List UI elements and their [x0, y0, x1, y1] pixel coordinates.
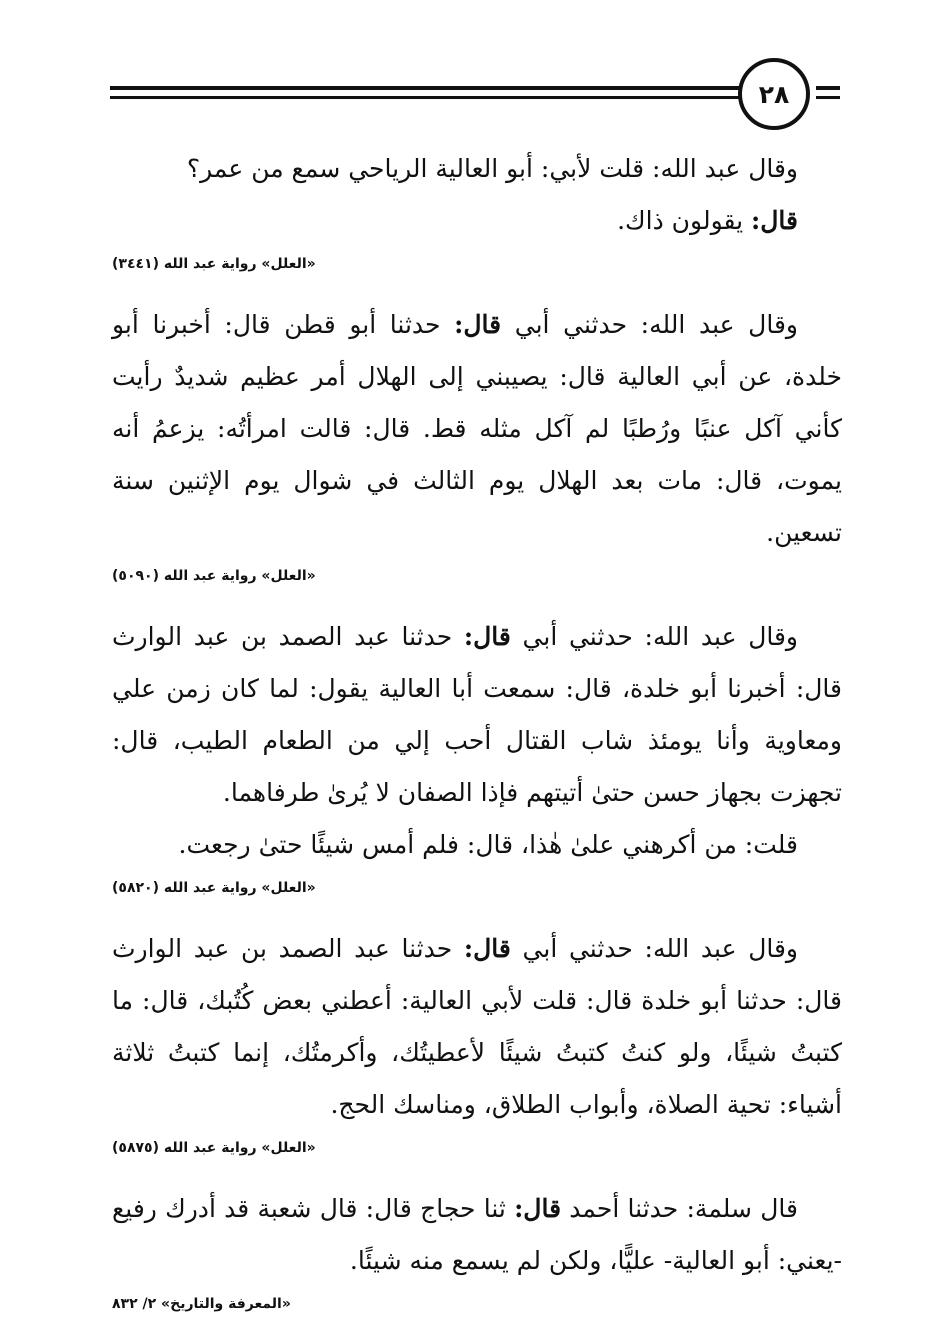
narration-text: حدثنا أبو قطن قال: أخبرنا أبو خلدة، عن أبي العالية قال: يصيبني إلى الهلال أمر عظيم شديدٌ رأيت كأني آكل عنبًا ورُطبًا لم آكل مثله قط. قال: قالت امرأتُه: يزعمُ أنه يموت، قال: مات بعد الهلال يوم الثالث في شوال يوم الإثنين سنة تسعين.: [112, 310, 842, 547]
paragraph-narration-1: [112, 299, 842, 559]
paragraph-answer: [112, 195, 842, 247]
bold-qal: قال:: [463, 622, 511, 651]
page-body: [112, 143, 842, 1339]
narration-text: وقال عبد الله: حدثني أبي: [510, 622, 798, 651]
page-number: ٢٨: [738, 58, 810, 130]
bold-qal: قال:: [454, 310, 502, 339]
reference-text: «العلل» رواية عبد الله (٥٠٩٠): [112, 568, 316, 584]
narration-text: قال سلمة: حدثنا أحمد: [561, 1194, 798, 1223]
source-reference: [112, 877, 842, 899]
source-reference: [112, 1293, 842, 1315]
paragraph-narration-4: [112, 1183, 842, 1287]
bold-qal: قال:: [463, 934, 511, 963]
paragraph-narration-2-cont: قلت: من أكرهني علىٰ هٰذا، قال: فلم أمس شيئًا حتىٰ رجعت.: [178, 830, 798, 859]
header-rule-top: [110, 86, 742, 90]
narration-text: وقال عبد الله: حدثني أبي: [501, 310, 798, 339]
header-rule-right-bottom: [816, 96, 840, 99]
paragraph-question: وقال عبد الله: قلت لأبي: أبو العالية الرياحي سمع من عمر؟: [186, 154, 798, 183]
bold-qal: قال:: [751, 206, 798, 235]
header-rule-right-top: [816, 86, 840, 90]
narration-text: ثنا حجاج قال: قال شعبة قد أدرك رفيع -يعني: أبو العالية- عليًّا، ولكن لم يسمع منه شيئًا.: [112, 1194, 842, 1275]
paragraph-narration-2: [112, 611, 842, 819]
narration-text: حدثنا عبد الصمد بن عبد الوارث قال: أخبرنا أبو خلدة، قال: سمعت أبا العالية يقول: لما كان زمن علي ومعاوية وأنا يومئذ شاب القتال أحب إلي من الطعام الطيب، قال: تجهزت بجهاز حسن حتىٰ أتيتهم فإذا الصفان لا يُرىٰ طرفاهما.: [112, 622, 842, 807]
source-reference: [112, 1137, 842, 1159]
answer-text: يقولون ذاك.: [617, 206, 752, 235]
narration-text: حدثنا عبد الصمد بن عبد الوارث قال: حدثنا أبو خلدة قال: قلت لأبي العالية: أعطني بعض كُتُبك، قال: ما كتبتُ شيئًا، ولو كنتُ كتبتُ شيئًا لأعطيتُك، وأكرمتُك، إنما كتبتُ ثلاثة أشياء: تحية الصلاة، وأبواب الطلاق، ومناسك الحج.: [112, 934, 842, 1119]
header-rule-bottom: [110, 96, 742, 99]
source-reference: [112, 253, 842, 275]
reference-text: «المعرفة والتاريخ» ٢/ ٨٣٢: [112, 1296, 291, 1312]
reference-text: «العلل» رواية عبد الله (٣٤٤١): [112, 256, 316, 272]
paragraph-narration-3: [112, 923, 842, 1131]
source-reference: [112, 565, 842, 587]
bold-qal: قال:: [514, 1194, 562, 1223]
narration-text: وقال عبد الله: حدثني أبي: [510, 934, 798, 963]
reference-text: «العلل» رواية عبد الله (٥٨٢٠): [112, 880, 316, 896]
reference-text: «العلل» رواية عبد الله (٥٨٧٥): [112, 1140, 316, 1156]
page-header: [110, 58, 840, 138]
